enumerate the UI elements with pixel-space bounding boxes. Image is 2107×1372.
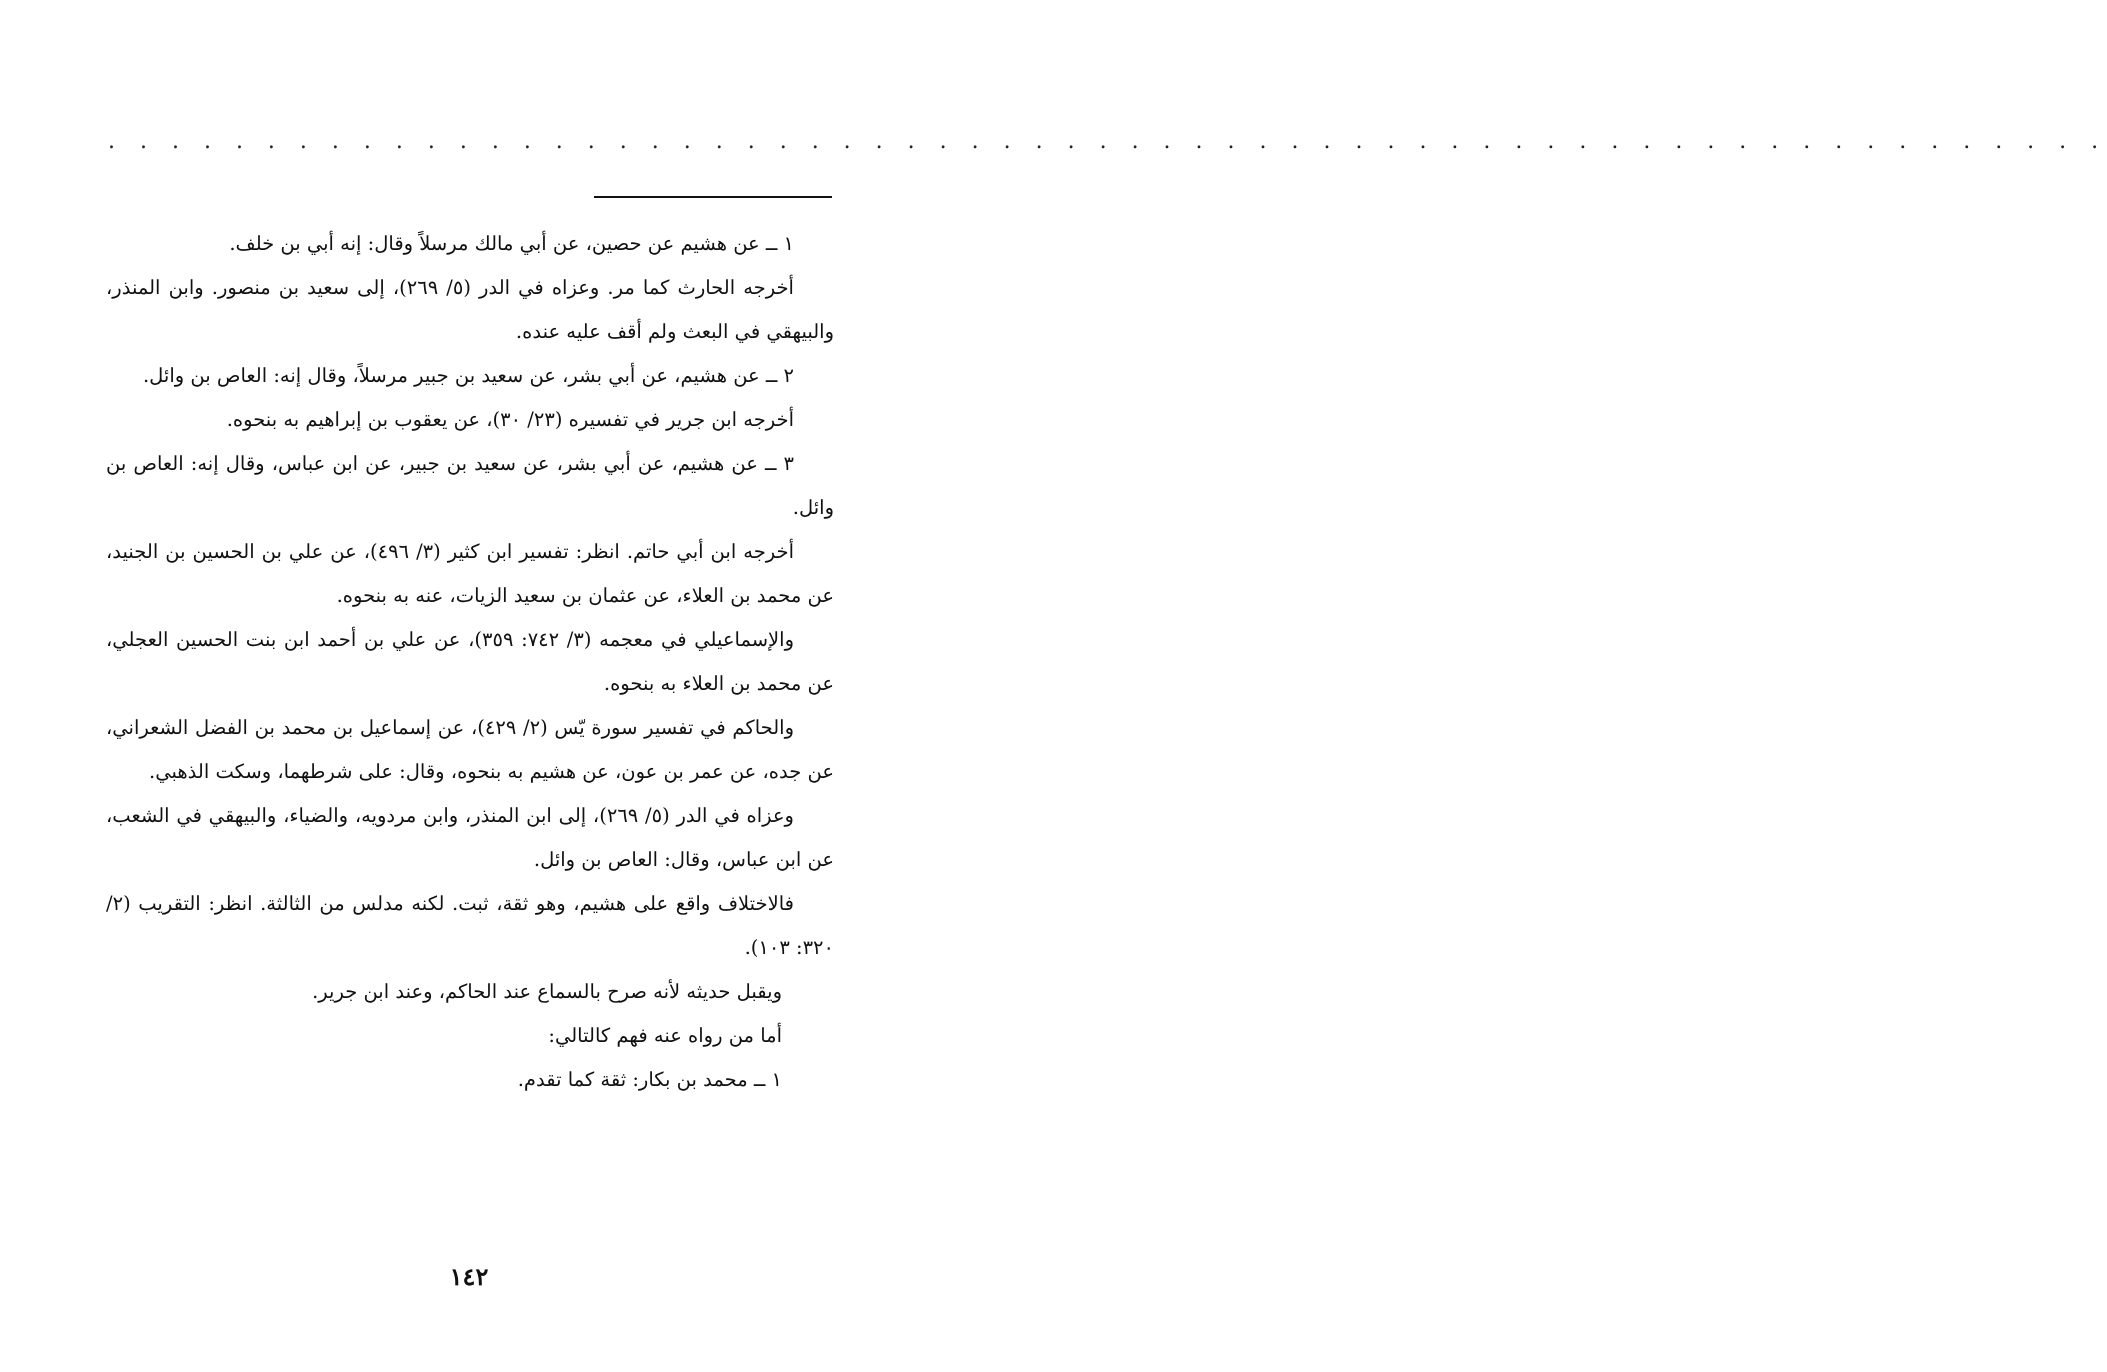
paragraph-qubul: ويقبل حديثه لأنه صرح بالسماع عند الحاكم، وعند ابن جرير. [312,980,782,1003]
footnote-rule [594,196,832,198]
paragraph-narrators-intro: أما من رواه عنه فهم كالتالي: [548,1024,782,1047]
paragraph-takhrij-1: أخرجه الحارث كما مر. وعزاه في الدر (٥/ ٢٦٩)، إلى سعيد بن منصور. وابن المنذر، والبيهقي في البعث ولم أقف عليه عنده. [106,276,834,343]
page-number: ١٤٢ [449,1262,489,1291]
paragraph-narrator-1: ١ ــ محمد بن بكار: ثقة كما تقدم. [517,1068,782,1091]
paragraph-hakim: والحاكم في تفسير سورة يّس (٢/ ٤٢٩)، عن إسماعيل بن محمد بن الفضل الشعراني، عن جده، عن عمر بن عون، عن هشيم به بنحوه، وقال: على شرطهما، وسكت الذهبي. [106,716,834,783]
footnote-text-block [106,222,834,1102]
paragraph-ikhtilaf: فالاختلاف واقع على هشيم، وهو ثقة، ثبت. لكنه مدلس من الثالثة. انظر: التقريب (٢/ ٣٢٠: ١٠٣). [106,892,834,959]
paragraph-takhrij-2: أخرجه ابن جرير في تفسيره (٢٣/ ٣٠)، عن يعقوب بن إبراهيم به بنحوه. [226,408,794,431]
paragraph-takhrij-3: أخرجه ابن أبي حاتم. انظر: تفسير ابن كثير (٣/ ٤٩٦)، عن علي بن الحسين بن الجنيد، عن محمد بن العلاء، عن عثمان بن سعيد الزيات، عنه به بنحوه. [106,540,834,607]
paragraph-narration-3: ٣ ــ عن هشيم، عن أبي بشر، عن سعيد بن جبير، عن ابن عباس، وقال إنه: العاص بن وائل. [106,452,834,519]
paragraph-narration-2: ٢ ــ عن هشيم، عن أبي بشر، عن سعيد بن جبير مرسلاً، وقال إنه: العاص بن وائل. [142,364,794,387]
paragraph-durr: وعزاه في الدر (٥/ ٢٦٩)، إلى ابن المنذر، وابن مردويه، والضياء، والبيهقي في الشعب، عن ابن عباس، وقال: العاص بن وائل. [106,804,834,871]
paragraph-ismaili: والإسماعيلي في معجمه (٣/ ٧٤٢: ٣٥٩)، عن علي بن أحمد ابن بنت الحسين العجلي، عن محمد بن العلاء به بنحوه. [106,628,834,695]
dotted-separator: . . . . . . . . . . . . . . . . . . . . . . . . . . . . . . . . . . . . . . . . . . . . . . . . . . . . . . . . . . . . . . . [108,129,2107,154]
paragraph-narration-1: ١ ــ عن هشيم عن حصين، عن أبي مالك مرسلاً وقال: إنه أبي بن خلف. [229,232,794,255]
